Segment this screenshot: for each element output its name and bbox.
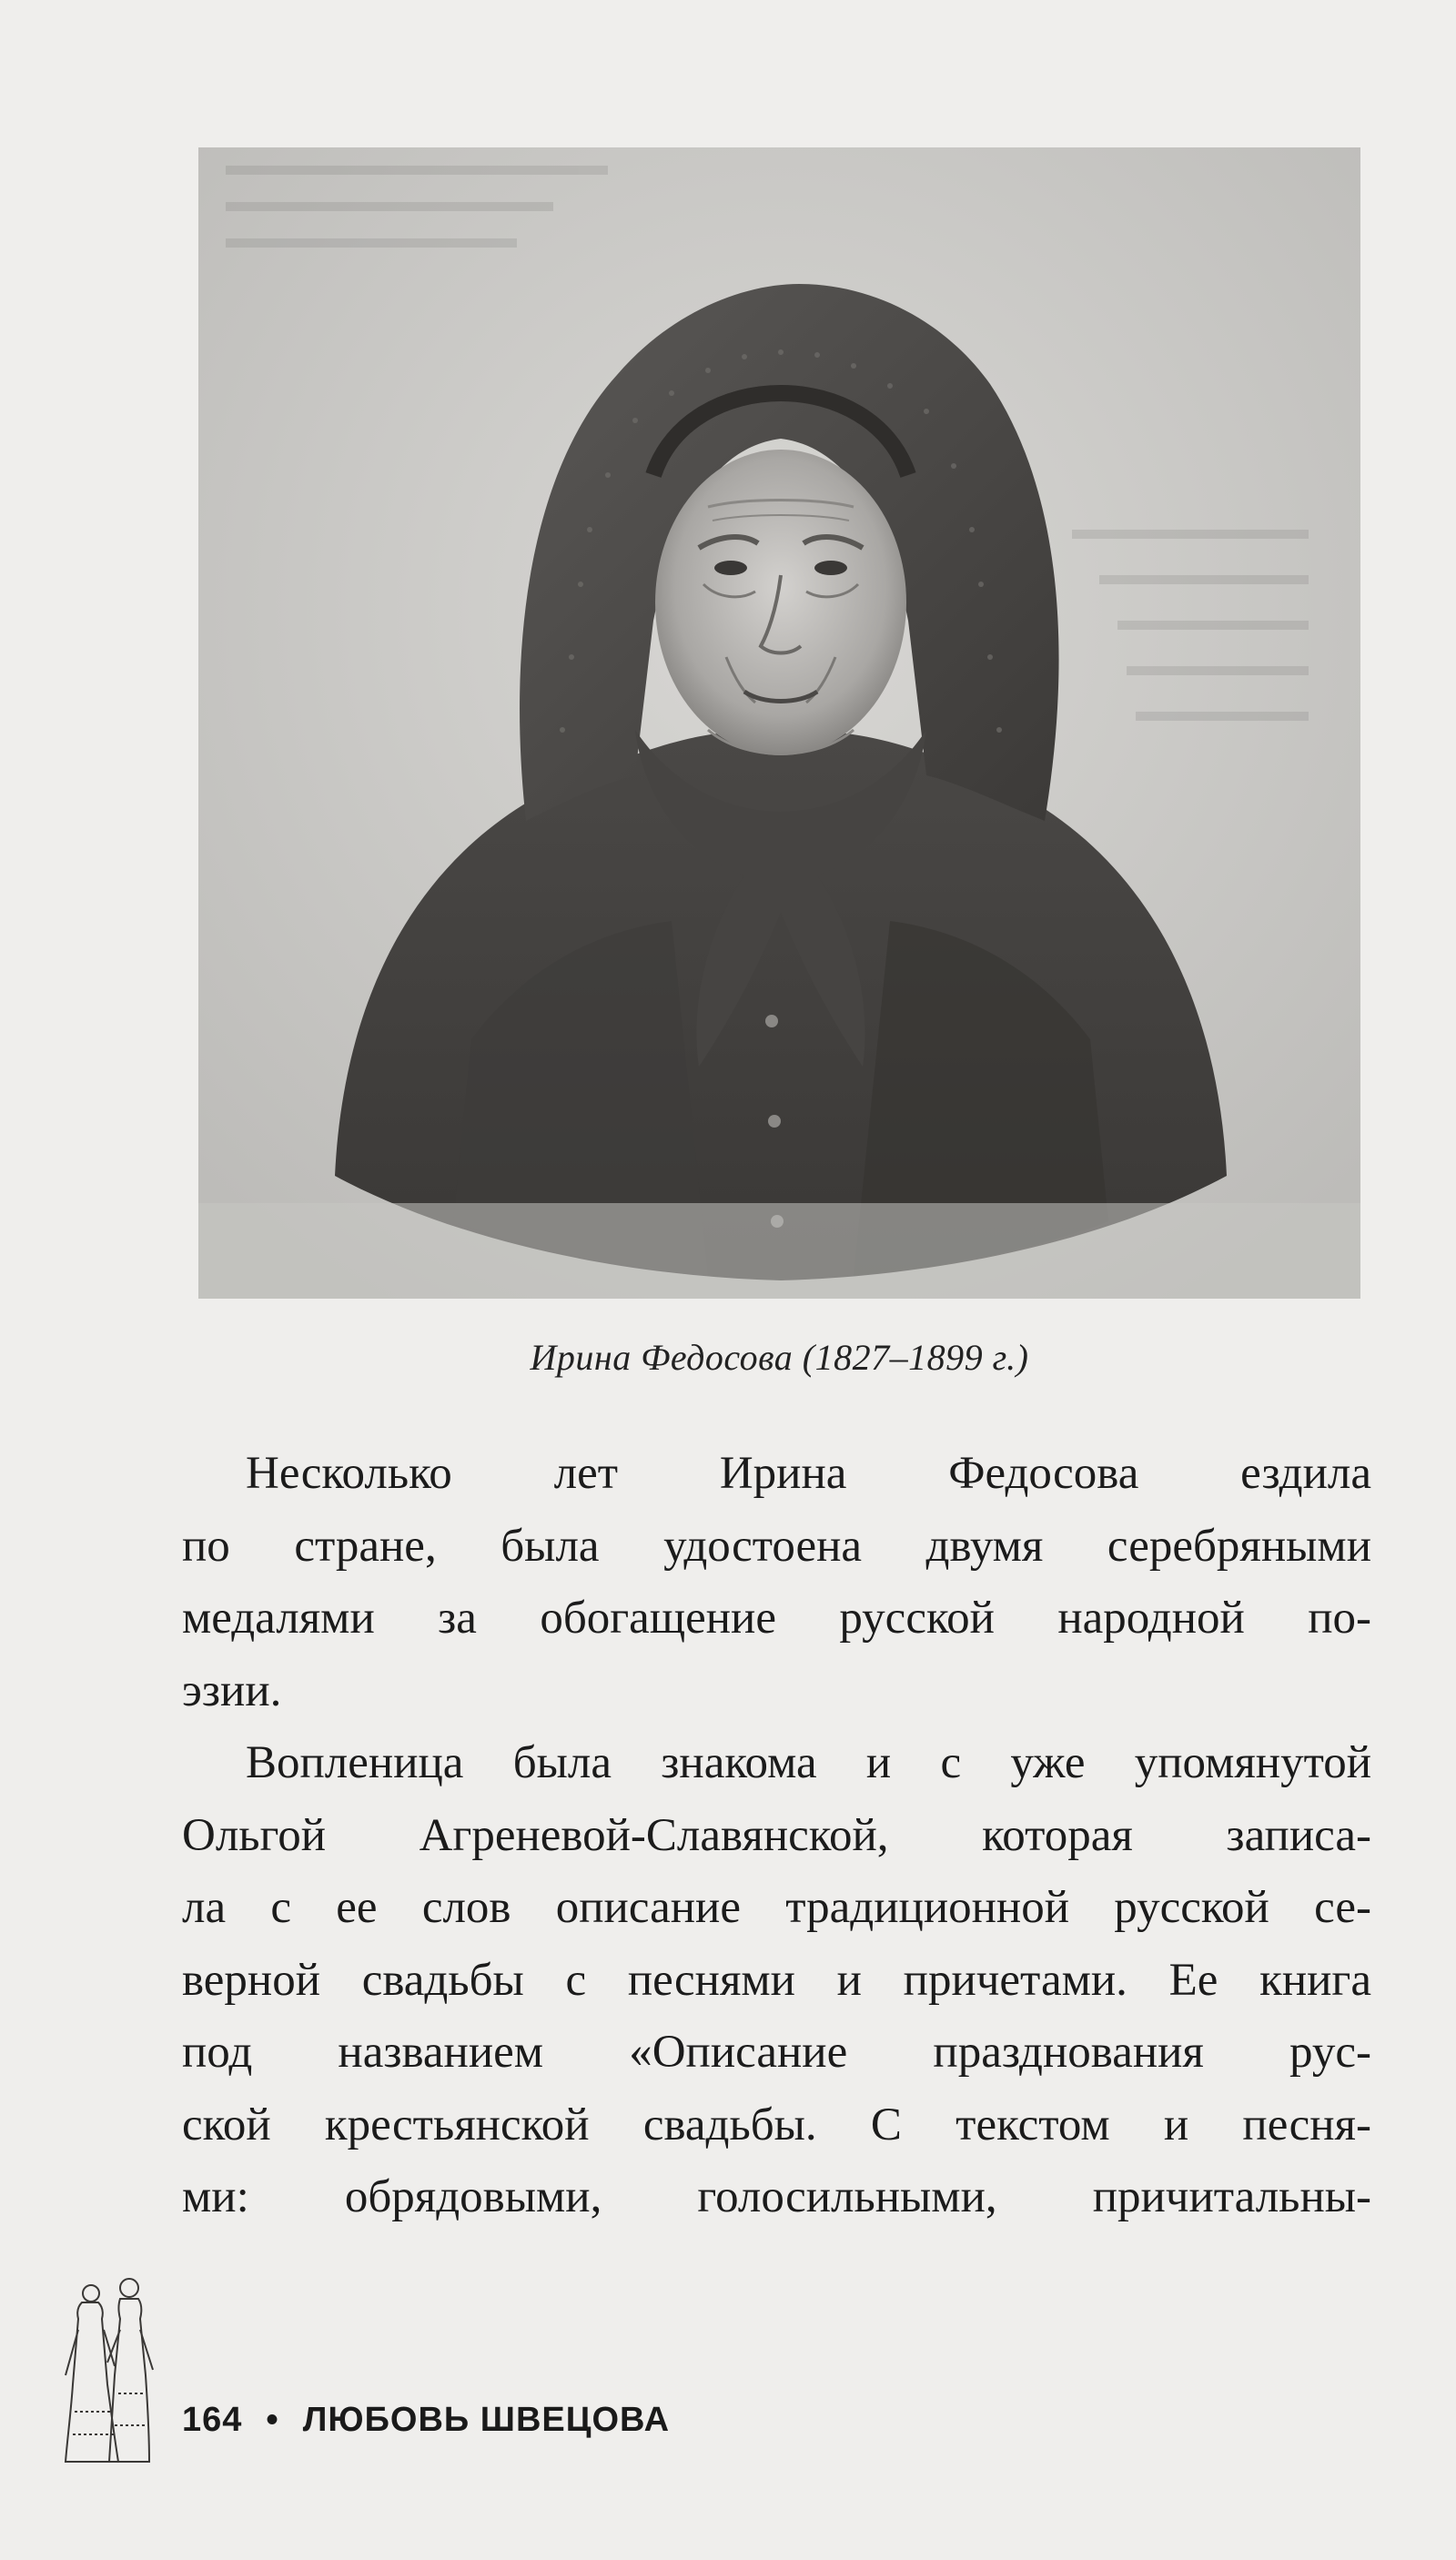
page-footer bbox=[55, 2275, 965, 2475]
page-number: 164 bbox=[182, 2401, 243, 2439]
paragraph-2 bbox=[182, 1727, 1371, 2234]
text-line: верной свадьбы с песнями и причетами. Ее книга bbox=[182, 1954, 1371, 2006]
portrait-photo bbox=[198, 147, 1360, 1299]
text-line: медалями за обогащение русской народной по- bbox=[182, 1593, 1371, 1644]
portrait-illustration bbox=[198, 147, 1360, 1299]
running-footer bbox=[182, 2401, 670, 2440]
text-line: Ольгой Агреневой-Славянской, которая записа- bbox=[182, 1809, 1371, 1861]
text-line: эзии. bbox=[182, 1665, 282, 1716]
text-line: ла с ее слов описание традиционной русской се- bbox=[182, 1882, 1371, 1933]
footer-separator: • bbox=[266, 2401, 279, 2439]
text-line: по стране, была удостоена двумя серебряными bbox=[182, 1520, 1371, 1572]
folk-figures-icon bbox=[55, 2275, 164, 2475]
text-line: Вопленица была знакома и с уже упомянутой bbox=[246, 1737, 1371, 1788]
book-author: ЛЮБОВЬ ШВЕЦОВА bbox=[302, 2401, 671, 2439]
text-line: ской крестьянской свадьбы. С текстом и песня- bbox=[182, 2099, 1371, 2150]
text-line: ми: обрядовыми, голосильными, причитальны- bbox=[182, 2171, 1371, 2222]
text-line: Несколько лет Ирина Федосова ездила bbox=[246, 1448, 1371, 1499]
text-line: под названием «Описание празднования рус- bbox=[182, 2027, 1371, 2078]
paragraph-1 bbox=[182, 1438, 1371, 1727]
body-text bbox=[182, 1438, 1371, 2234]
photo-caption: Ирина Федосова (1827–1899 г.) bbox=[530, 1337, 1029, 1378]
